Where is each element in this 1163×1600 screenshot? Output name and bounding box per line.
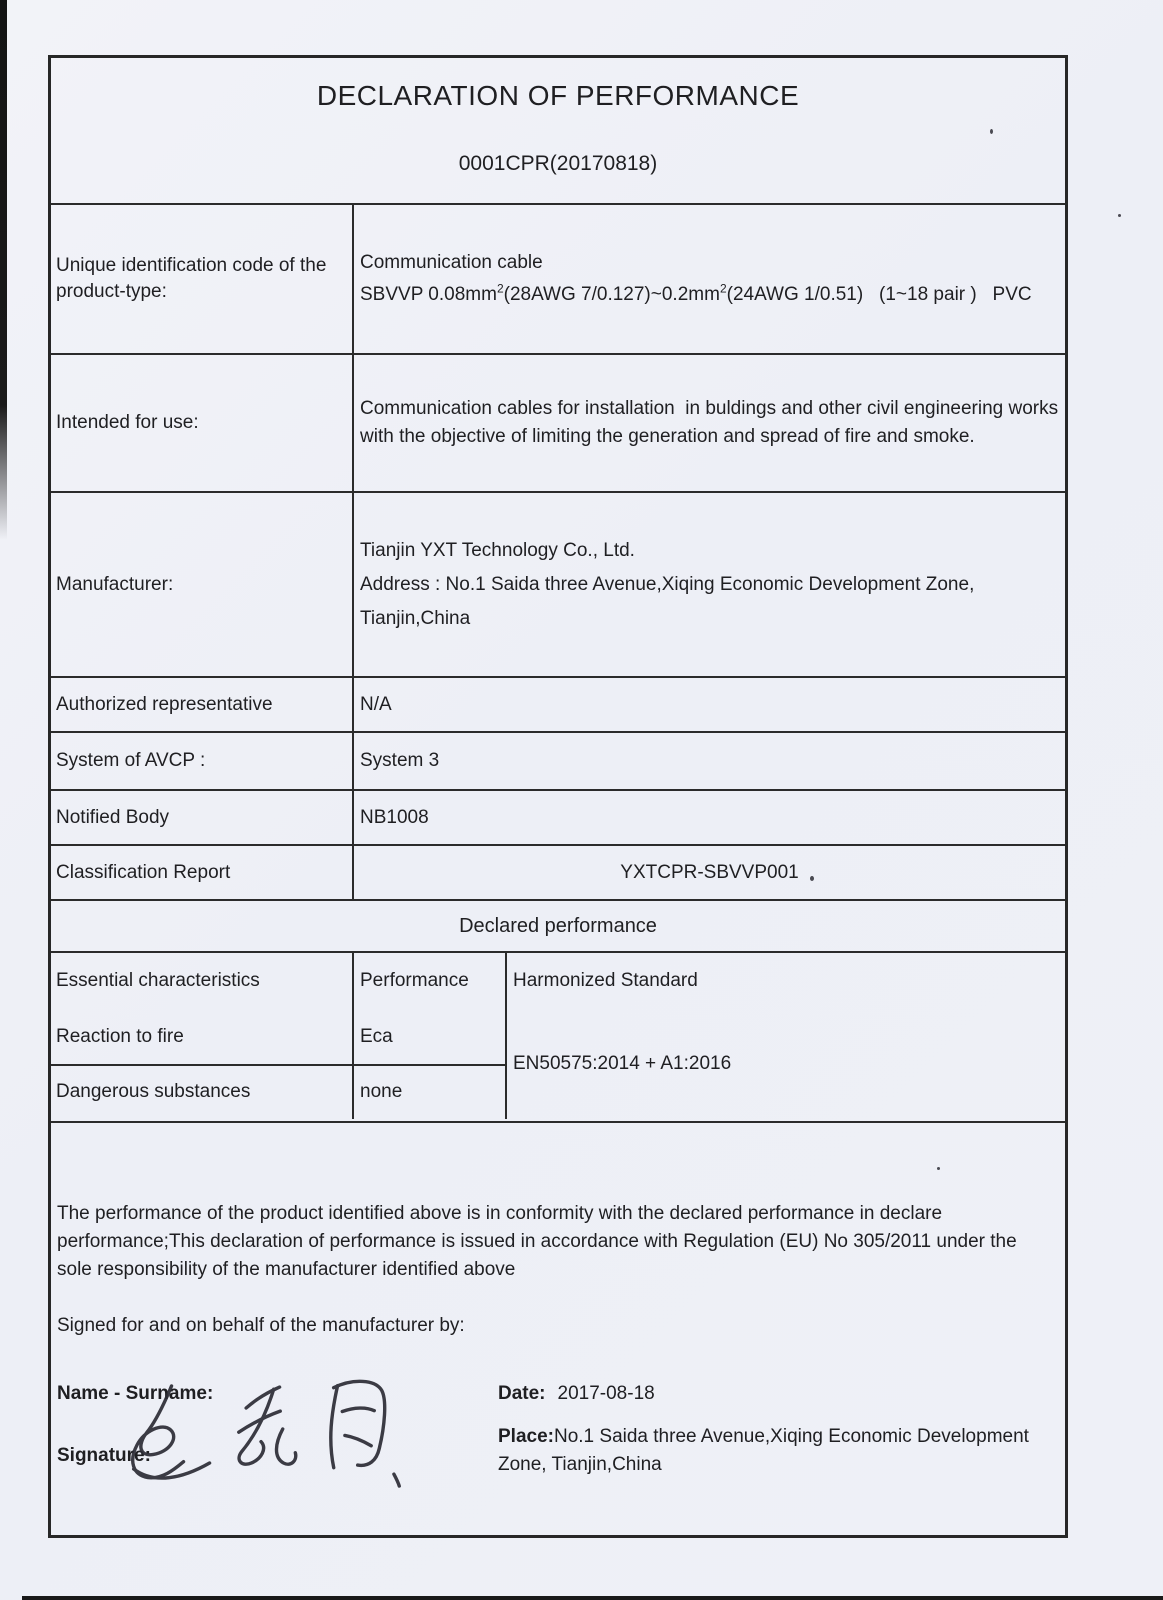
intended-use-line1: Communication cables for installation in buldings and other civil engineering works	[360, 398, 1059, 419]
row-declared-header	[51, 951, 1065, 1009]
manufacturer-line3: Tianjin,China	[360, 607, 471, 629]
row-avcp	[51, 731, 1065, 789]
essential-characteristics-header: Essential characteristics	[56, 970, 260, 991]
conformity-line3: sole responsibility of the manufacturer identified above	[57, 1259, 516, 1280]
intended-use-label: Intended for use:	[56, 412, 199, 433]
signature-label: Signature:	[57, 1445, 151, 1466]
place-line	[498, 1423, 1046, 1479]
dangerous-substances-label: Dangerous substances	[56, 1080, 251, 1102]
document-frame	[48, 55, 1068, 1538]
product-type-line1: Communication cable	[360, 252, 543, 273]
conformity-paragraph	[57, 1200, 1017, 1284]
row-declared-performance-title	[51, 899, 1065, 951]
place-value: No.1 Saida three Avenue,Xiqing Economic Development Zone, Tianjin,China	[498, 1426, 1029, 1475]
scan-edge-artifact-bottom	[22, 1596, 1163, 1600]
conformity-line2: performance;This declaration of performance is issued in accordance with Regulation (EU) No 305/2011 under the	[57, 1231, 1017, 1252]
manufacturer-value	[352, 493, 1065, 676]
signed-statement: Signed for and on behalf of the manufacturer by:	[57, 1315, 465, 1336]
authorized-rep-label: Authorized representative	[56, 693, 273, 715]
row-notified-body	[51, 789, 1065, 844]
scan-speck	[1118, 214, 1121, 217]
harmonized-standard-value: EN50575:2014 + A1:2016	[513, 1053, 732, 1074]
notified-body-label: Notified Body	[56, 806, 170, 828]
declared-performance-body	[51, 1009, 1065, 1121]
unique-id-label: Unique identification code of the product-type:	[56, 255, 327, 302]
product-spec-part: (28AWG 7/0.127)~0.2mm	[503, 284, 720, 305]
superscript-2: 2	[496, 281, 504, 296]
avcp-label: System of AVCP :	[56, 750, 206, 771]
classification-label: Classification Report	[56, 861, 231, 883]
intended-use-value	[352, 355, 1065, 491]
place-label: Place:	[498, 1426, 554, 1447]
harmonized-standard-header: Harmonized Standard	[505, 953, 1065, 1009]
reaction-to-fire-label: Reaction to fire	[56, 1025, 184, 1047]
table-divider-line	[51, 1064, 507, 1066]
document-code: 0001CPR(20170818)	[458, 152, 658, 175]
row-manufacturer	[51, 491, 1065, 676]
manufacturer-line1: Tianjin YXT Technology Co., Ltd.	[360, 539, 635, 561]
row-intended-use	[51, 353, 1065, 491]
document-title: DECLARATION OF PERFORMANCE	[316, 80, 800, 111]
intended-use-line2: with the objective of limiting the generation and spread of fire and smoke.	[360, 426, 975, 447]
signature-scribble	[123, 1371, 446, 1509]
product-spec-part: SBVVP 0.08mm	[360, 284, 497, 305]
declared-performance-title: Declared performance	[459, 915, 657, 937]
footer-section	[51, 1121, 1065, 1535]
row-unique-id	[51, 203, 1065, 353]
reaction-to-fire-value: Eca	[352, 1009, 505, 1064]
classification-value: YXTCPR-SBVVP001	[352, 846, 1065, 899]
product-spec-part: (24AWG 1/0.51) (1~18 pair ) PVC	[726, 284, 1032, 305]
notified-body-value: NB1008	[352, 791, 1065, 844]
superscript-2: 2	[719, 281, 727, 296]
document-header	[51, 58, 1065, 203]
unique-id-value	[352, 205, 1065, 353]
authorized-rep-value: N/A	[352, 678, 1065, 731]
manufacturer-label: Manufacturer:	[56, 573, 174, 595]
date-line	[498, 1383, 655, 1405]
manufacturer-line2: Address : No.1 Saida three Avenue,Xiqing Economic Development Zone,	[360, 573, 975, 595]
row-authorized-rep	[51, 676, 1065, 731]
dangerous-substances-value: none	[352, 1064, 505, 1119]
name-surname-label: Name - Surname:	[57, 1383, 214, 1404]
scan-edge-artifact-left	[0, 0, 7, 540]
product-type-line2	[360, 279, 1032, 311]
date-value: 2017-08-18	[557, 1383, 655, 1404]
row-classification	[51, 844, 1065, 899]
conformity-line1: The performance of the product identified above is in conformity with the declared performance in declare	[57, 1203, 943, 1224]
performance-header: Performance	[352, 953, 505, 1009]
avcp-value: System 3	[352, 733, 1065, 789]
date-label: Date:	[498, 1383, 546, 1404]
